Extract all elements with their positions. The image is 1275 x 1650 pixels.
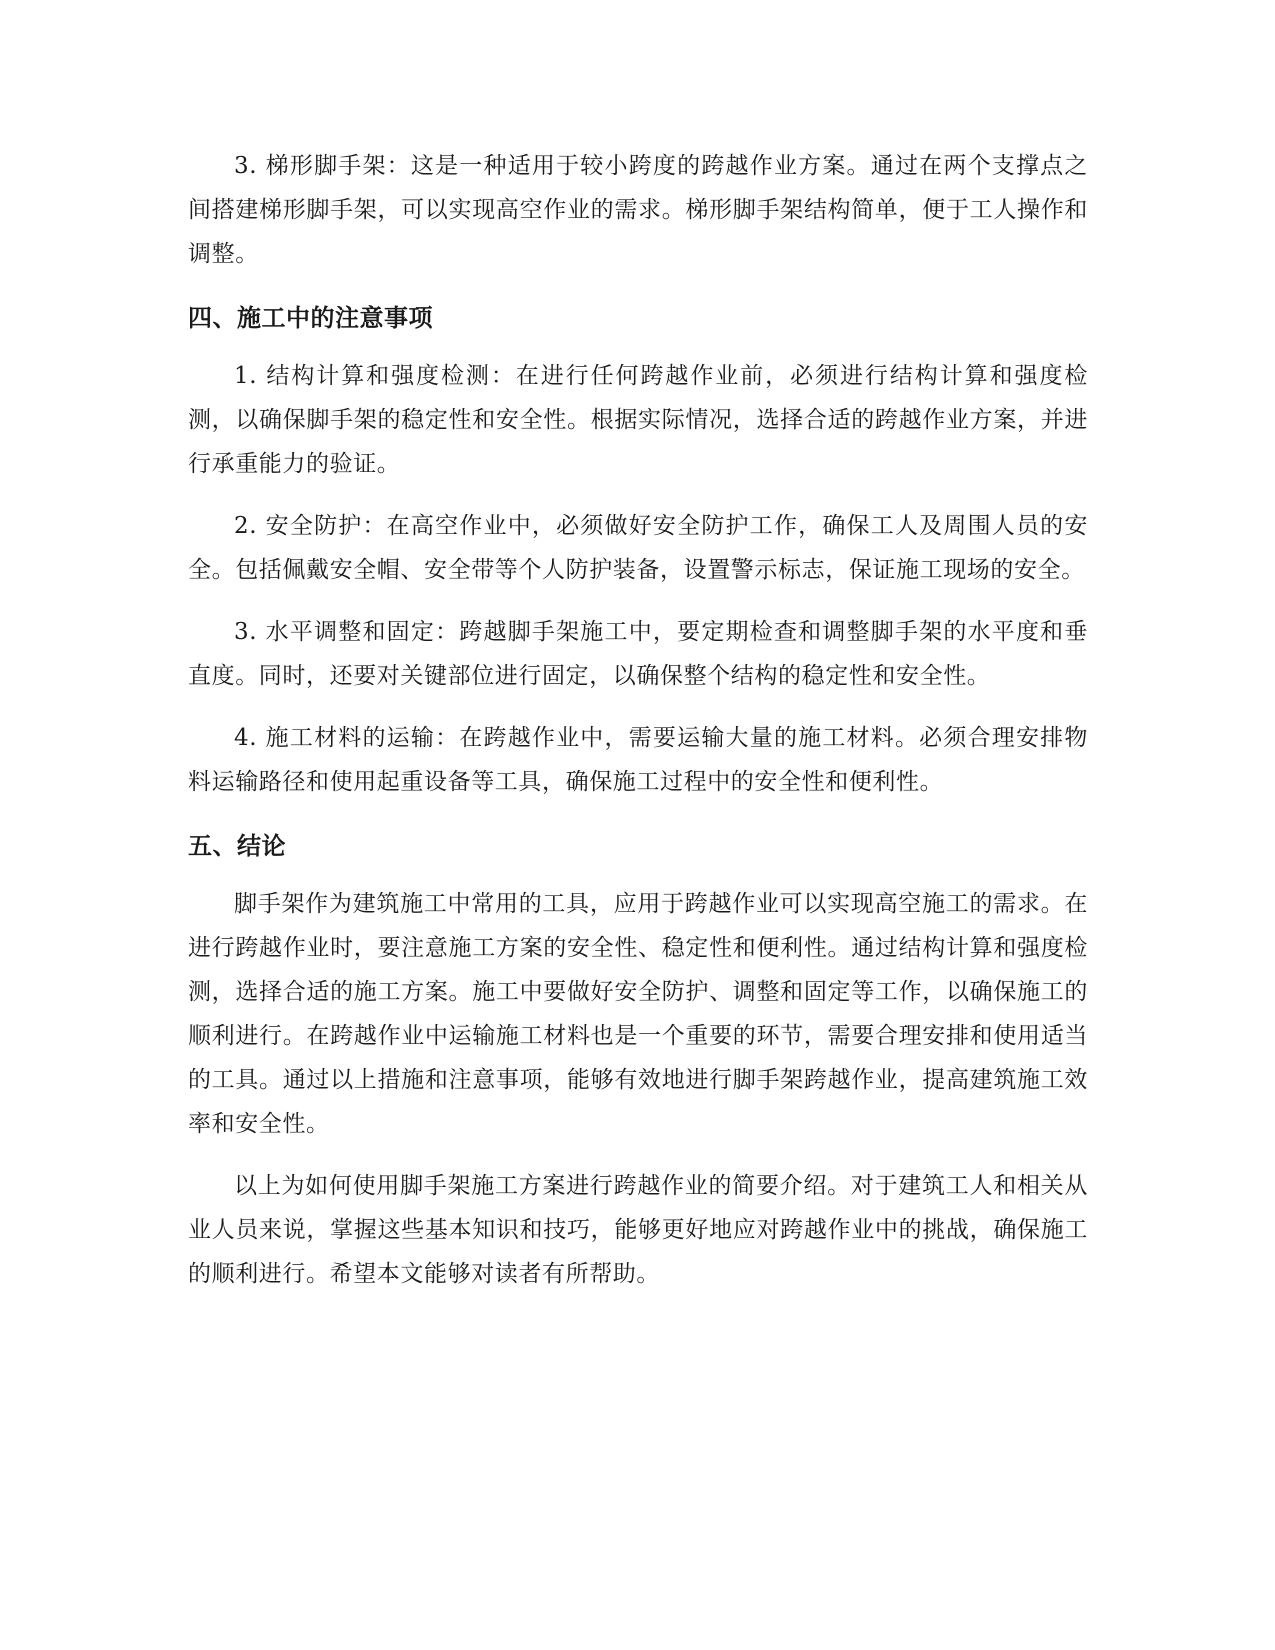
section-heading-precautions: 四、施工中的注意事项 — [188, 304, 433, 332]
section-heading-conclusion: 五、结论 — [188, 832, 286, 860]
paragraph-safety-protection: 2. 安全防护：在高空作业中，必须做好安全防护工作，确保工人及周围人员的安全。包括佩戴安全帽、安全带等个人防护装备，设置警示标志，保证施工现场的安全。 — [188, 513, 1088, 583]
paragraph-structural-calculation: 1. 结构计算和强度检测：在进行任何跨越作业前，必须进行结构计算和强度检测，以确保脚手架的稳定性和安全性。根据实际情况，选择合适的跨越作业方案，并进行承重能力的验证。 — [188, 363, 1088, 477]
paragraph-ladder-scaffold: 3. 梯形脚手架：这是一种适用于较小跨度的跨越作业方案。通过在两个支撑点之间搭建梯形脚手架，可以实现高空作业的需求。梯形脚手架结构简单，便于工人操作和调整。 — [188, 153, 1088, 267]
paragraph-conclusion-summary: 脚手架作为建筑施工中常用的工具，应用于跨越作业可以实现高空施工的需求。在进行跨越作业时，要注意施工方案的安全性、稳定性和便利性。通过结构计算和强度检测，选择合适的施工方案。施工中要做好安全防护、调整和固定等工作，以确保施工的顺利进行。在跨越作业中运输施工材料也是一个重要的环节，需要合理安排和使用适当的工具。通过以上措施和注意事项，能够有效地进行脚手架跨越作业，提高建筑施工效率和安全性。 — [188, 891, 1088, 1137]
paragraph-level-adjustment: 3. 水平调整和固定：跨越脚手架施工中，要定期检查和调整脚手架的水平度和垂直度。同时，还要对关键部位进行固定，以确保整个结构的稳定性和安全性。 — [188, 619, 1088, 689]
document-page — [188, 144, 1088, 1314]
paragraph-closing-remark: 以上为如何使用脚手架施工方案进行跨越作业的简要介绍。对于建筑工人和相关从业人员来说，掌握这些基本知识和技巧，能够更好地应对跨越作业中的挑战，确保施工的顺利进行。希望本文能够对读者有所帮助。 — [188, 1173, 1088, 1287]
paragraph-material-transport: 4. 施工材料的运输：在跨越作业中，需要运输大量的施工材料。必须合理安排物料运输路径和使用起重设备等工具，确保施工过程中的安全性和便利性。 — [188, 725, 1088, 795]
